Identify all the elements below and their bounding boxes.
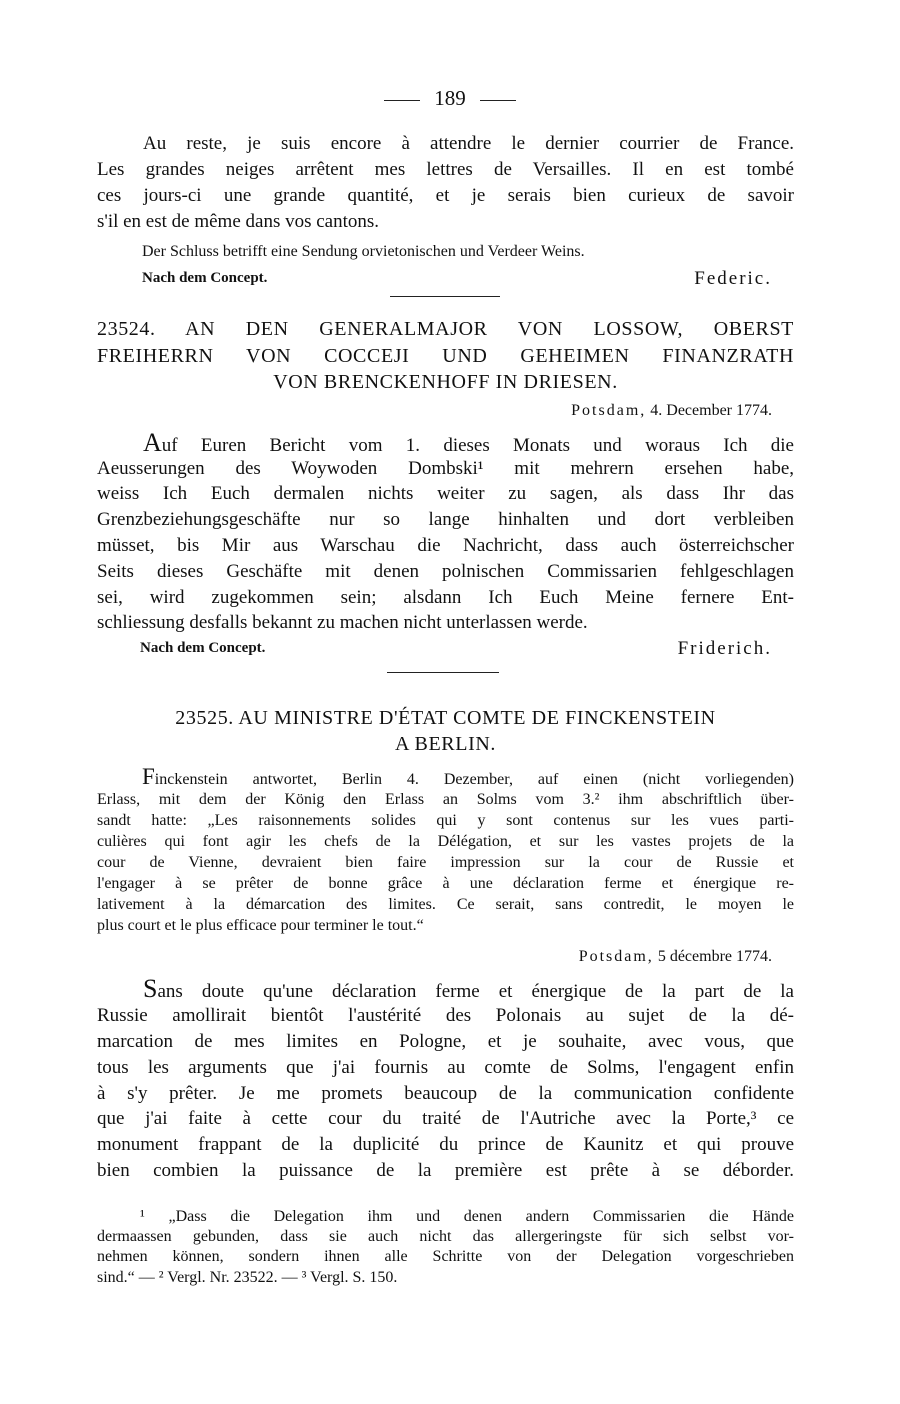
footnote-line: nehmen können, sondern ihnen alle Schritte von der Delegation vorgeschrieben — [97, 1248, 794, 1265]
letter-heading-line: A BERLIN. — [395, 733, 496, 755]
dateline-place: Potsdam, — [571, 402, 647, 419]
letter-body-text: ans doute qu'une déclaration ferme et énergique de la part de la — [157, 981, 794, 1002]
letter-heading-line: 23525. AU MINISTRE D'ÉTAT COMTE DE FINCKENSTEIN — [175, 707, 716, 729]
preface-line: Erlass, mit dem der König den Erlass an Solms vom 3.² ihm abschriftlich über- — [97, 791, 794, 808]
page-number-text: 189 — [434, 86, 466, 110]
dateline-place: Potsdam, — [578, 948, 654, 965]
carryover-line: Au reste, je suis encore à attendre le dernier courrier de France. — [143, 133, 794, 154]
signature: Friderich. — [677, 638, 772, 659]
dateline — [420, 948, 772, 966]
letter-body-line: schliessung desfalls bekannt zu machen nicht unterlassen werde. — [97, 612, 588, 633]
initial-capital: F — [142, 764, 155, 789]
letter-body-line: müsset, bis Mir aus Warschau die Nachricht, dass auch österreichscher — [97, 535, 794, 556]
page-number-dash-left — [384, 100, 420, 101]
preface-first-line — [142, 764, 794, 790]
preface-line: culières qui font agir les chefs de la Délégation, et sur les vastes projets de la — [97, 833, 794, 850]
letter-heading-line: VON BRENCKENHOFF IN DRIESEN. — [273, 371, 618, 393]
initial-capital: S — [143, 974, 158, 1003]
carryover-line: s'il en est de même dans vos cantons. — [97, 211, 380, 232]
section-divider — [387, 672, 499, 673]
dateline-date: 5 décembre 1774. — [657, 948, 772, 965]
footnote-line: ¹ „Dass die Delegation ihm und denen andern Commissarien die Hände — [140, 1208, 794, 1225]
letter-body-line: Seits dieses Geschäfte mit denen polnischen Commissarien fehlgeschlagen — [97, 561, 794, 582]
letter-body-line: sei, wird zugekommen sein; alsdann Ich Euch Meine fernere Ent- — [97, 587, 794, 608]
initial-capital: A — [143, 428, 162, 457]
letter-body-line: à s'y prêter. Je me promets beaucoup de la communication confidente — [97, 1083, 794, 1104]
source-note: Nach dem Concept. — [140, 640, 266, 656]
source-note: Nach dem Concept. — [142, 270, 268, 286]
preface-line: l'engager à se prêter de bonne grâce à une déclaration ferme et énergique re- — [97, 875, 794, 892]
carryover-line: Les grandes neiges arrêtent mes lettres de Versailles. Il en est tombé — [97, 159, 794, 180]
preface-text: inckenstein antwortet, Berlin 4. Dezember, auf einen (nicht vorliegenden) — [154, 771, 794, 788]
letter-body-line: Aeusserungen des Woywoden Dombski¹ mit mehrern ersehen habe, — [97, 458, 794, 479]
letter-body-line: Grenzbeziehungsgeschäfte nur so lange hinhalten und dort verbleiben — [97, 509, 794, 530]
letter-body-line: bien combien la puissance de la première est prête à se déborder. — [97, 1160, 794, 1181]
dateline-date: 4. December 1774. — [650, 402, 772, 419]
letter-body-line: weiss Ich Euch dermalen nichts weiter zu sagen, als dass Ihr das — [97, 483, 794, 504]
letter-body-line: que j'ai faite à cette cour du traité de l'Autriche avec la Porte,³ ce — [97, 1108, 794, 1129]
preface-line: cour de Vienne, devraient bien faire impression sur la cour de Russie et — [97, 854, 794, 871]
letter-body-line: tous les arguments que j'ai fournis au comte de Solms, l'engagent enfin — [97, 1057, 794, 1078]
preface-line: plus court et le plus efficace pour terminer le tout.“ — [97, 917, 424, 934]
dateline — [420, 402, 772, 420]
letter-body-line: marcation de mes limites en Pologne, et je souhaite, avec vous, que — [97, 1031, 794, 1052]
footnote-line: sind.“ — ² Vergl. Nr. 23522. — ³ Vergl. S. 150. — [97, 1269, 398, 1286]
page-number — [0, 86, 900, 111]
letter-body-text: uf Euren Bericht vom 1. dieses Monats und woraus Ich die — [161, 435, 794, 456]
letter-body-first-line — [143, 428, 794, 458]
letter-heading-line: 23524. AN DEN GENERALMAJOR VON LOSSOW, OBERST — [97, 318, 794, 340]
preface-line: lativement à la démarcation des limites. Ce serait, sans contredit, le moyen le — [97, 896, 794, 913]
carryover-line: ces jours-ci une grande quantité, et je serais bien curieux de savoir — [97, 185, 794, 206]
preface-line: sandt hatte: „Les raisonnements solides qui y sont contenus sur les vues parti- — [97, 812, 794, 829]
signature: Federic. — [694, 268, 772, 289]
letter-body-first-line — [143, 974, 794, 1004]
page-number-dash-right — [480, 100, 516, 101]
footnote-line: dermaassen gebunden, dass sie auch nicht das allergeringste für sich selbst vor- — [97, 1228, 794, 1245]
letter-body-line: monument frappant de la duplicité du prince de Kaunitz et qui prouve — [97, 1134, 794, 1155]
letter-body-line: Russie amollirait bientôt l'austérité des Polonais au sujet de la dé- — [97, 1005, 794, 1026]
letter-heading-line: FREIHERRN VON COCCEJI UND GEHEIMEN FINANZRATH — [97, 345, 794, 367]
carryover-note: Der Schluss betrifft eine Sendung orvietonischen und Verdeer Weins. — [142, 243, 585, 260]
section-divider — [390, 296, 500, 297]
